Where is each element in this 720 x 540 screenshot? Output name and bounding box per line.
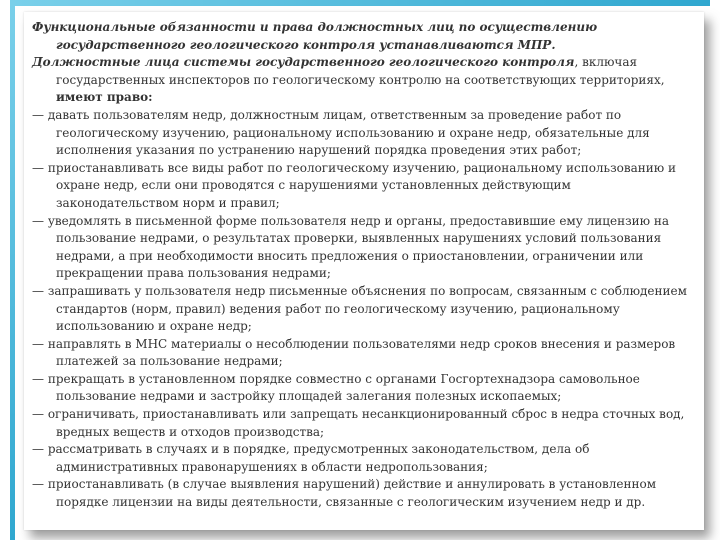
list-item: — приостанавливать все виды работ по геологическому изучению, рациональному использованию и охране недр, если они проводятся с нарушениями установленных действующим законодательством норм и правил; — [32, 160, 677, 210]
heading-2-end: имеют право: — [56, 90, 153, 105]
heading-2-bold: Должностные лица системы государственного геологического контроля — [32, 55, 575, 70]
heading-2 — [32, 54, 694, 107]
top-accent-bar — [10, 0, 710, 6]
list-item: — направлять в МНС материалы о несоблюдении пользователями недр сроков внесения и размеров платежей за пользование недрами; — [32, 336, 676, 369]
list-item: — ограничивать, приостанавливать или запрещать несанкционированный сброс в недра сточных вод, вредных веществ и отходов производства; — [32, 407, 685, 439]
list-item: — рассматривать в случаях и в порядке, предусмотренных законодательством, дела об административных правонарушениях в области недропользования; — [32, 442, 590, 474]
slide-content — [32, 19, 694, 512]
heading-2-rest: , включая государственных инспекторов по геологическому контролю на соответствующих территориях, — [56, 55, 665, 87]
left-accent-bar — [10, 0, 15, 540]
list-item: — давать пользователям недр, должностным лицам, ответственным за проведение работ по геологическому изучению, рациональному использованию и охране недр, обязательные для исполнения указания по устранению нарушений порядка проведения этих работ; — [32, 107, 650, 158]
heading-1: Функциональные обязанности и права должностных лиц по осуществлению государственного геологического контроля устанавливаются МПР. — [32, 20, 598, 52]
list-item: — приостанавливать (в случае выявления нарушений) действие и аннулировать в установленном порядке лицензии на виды деятельности, связанные с геологическим изучением недр и др. — [32, 477, 657, 510]
list-item: — запрашивать у пользователя недр письменные объяснения по вопросам, связанным с соблюдением стандартов (норм, правил) ведения работ по геологическому изучению, рациональному использованию и охране недр; — [32, 283, 687, 334]
list-item: — прекращать в установленном порядке совместно с органами Госгортехнадзора самовольное пользование недрами и застройку площадей залегания полезных ископаемых; — [32, 371, 640, 404]
list-item: — уведомлять в письменной форме пользователя недр и органы, предоставившие ему лицензию на пользование недрами, о результатах проверки, выявленных нарушениях условий пользования недрами, а при необходимости вносить предложения о приостановлении, ограничении или прекращении права пользования недрами; — [32, 213, 670, 281]
